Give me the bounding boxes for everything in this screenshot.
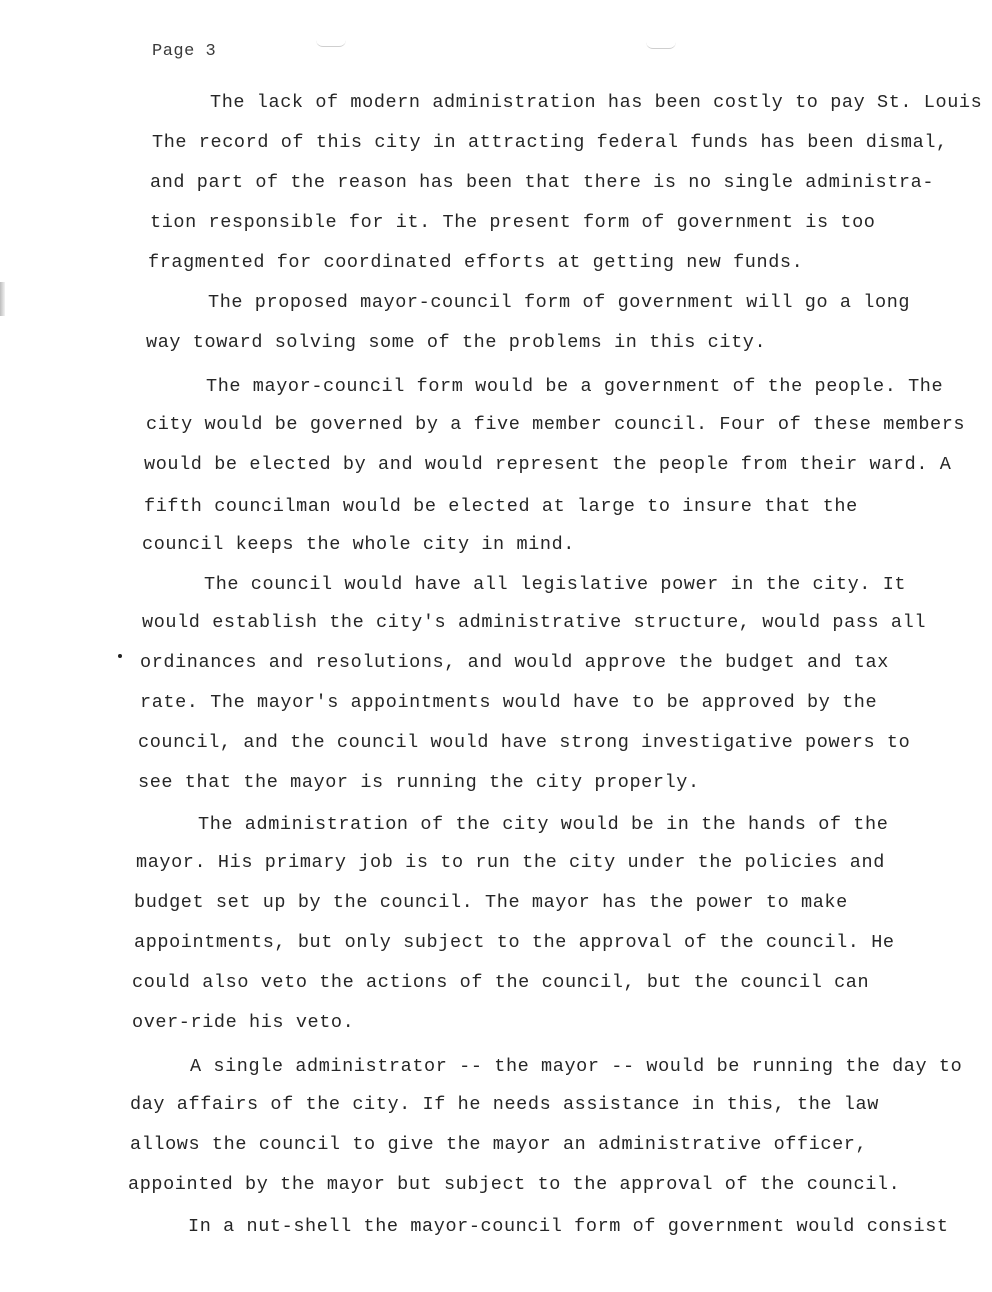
text-line: city would be governed by a five member council. Four of these members — [146, 414, 966, 435]
text-line: The proposed mayor-council form of government will go a long — [208, 292, 911, 313]
text-line: rate. The mayor's appointments would have to be approved by the — [140, 692, 878, 713]
text-line: The record of this city in attracting federal funds has been dismal, — [152, 132, 948, 153]
text-line: day affairs of the city. If he needs assistance in this, the law — [130, 1094, 879, 1115]
text-line: could also veto the actions of the council, but the council can — [132, 972, 870, 993]
text-line: The council would have all legislative power in the city. It — [204, 574, 907, 595]
text-line: appointed by the mayor but subject to the approval of the council. — [128, 1174, 901, 1195]
text-line: way toward solving some of the problems in this city. — [146, 332, 767, 353]
text-line: The lack of modern administration has been costly to pay St. Louis — [210, 92, 983, 113]
text-line: tion responsible for it. The present form of government is too — [150, 212, 876, 233]
text-line: A single administrator -- the mayor -- would be running the day to — [190, 1056, 963, 1077]
text-line: and part of the reason has been that there is no single administra- — [150, 172, 935, 193]
text-line: mayor. His primary job is to run the city under the policies and — [136, 852, 885, 873]
text-line: allows the council to give the mayor an administrative officer, — [130, 1134, 868, 1155]
text-line: ordinances and resolutions, and would approve the budget and tax — [140, 652, 889, 673]
text-line: appointments, but only subject to the approval of the council. He — [134, 932, 895, 953]
text-line: see that the mayor is running the city properly. — [138, 772, 700, 793]
text-line: budget set up by the council. The mayor has the power to make — [134, 892, 848, 913]
text-line: In a nut-shell the mayor-council form of government would consist — [188, 1216, 949, 1237]
text-line: over-ride his veto. — [132, 1012, 355, 1033]
text-line: The mayor-council form would be a government of the people. The — [206, 376, 944, 397]
text-line: council, and the council would have strong investigative powers to — [138, 732, 911, 753]
text-line: fragmented for coordinated efforts at getting new funds. — [148, 252, 804, 273]
page-number: Page 3 — [152, 42, 217, 61]
text-line: council keeps the whole city in mind. — [142, 534, 575, 555]
text-line: would establish the city's administrative structure, would pass all — [142, 612, 927, 633]
text-line: fifth councilman would be elected at large to insure that the — [144, 496, 858, 517]
text-line: would be elected by and would represent the people from their ward. A — [144, 454, 952, 475]
text-line: The administration of the city would be in the hands of the — [198, 814, 889, 835]
